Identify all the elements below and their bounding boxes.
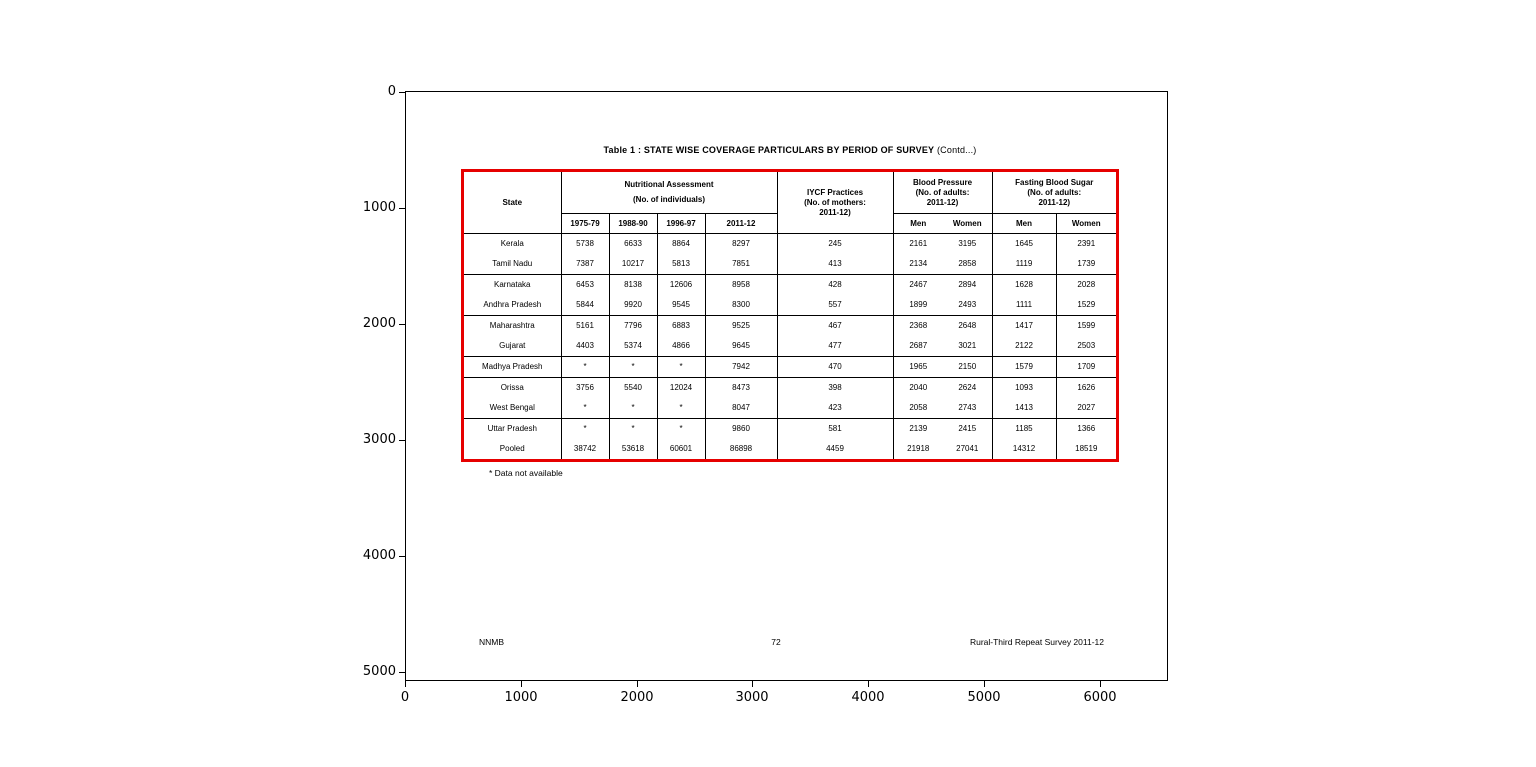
fbs-men-cell: 1417: [992, 316, 1056, 337]
bp-men-cell: 2687: [893, 336, 943, 357]
fbs-women-cell: 1709: [1056, 357, 1116, 378]
state-cell: Tamil Nadu: [492, 259, 533, 268]
x-axis-tick-mark: [637, 681, 638, 687]
bp-women-cell: 2858: [958, 259, 977, 268]
table-row: [464, 275, 1116, 296]
state-cell: Gujarat: [499, 341, 526, 350]
state-cell: Pooled: [499, 444, 525, 453]
table-row: [464, 336, 1116, 357]
na-1996-97-cell: *: [657, 398, 705, 419]
document-page: [406, 92, 1167, 680]
na-1988-90-cell: 5374: [609, 336, 657, 357]
iycf-cell: 413: [777, 254, 893, 275]
header-nutritional-assessment: [561, 172, 777, 214]
y-axis-tick-label: 2000: [362, 316, 396, 331]
table-row: [464, 439, 1116, 459]
header-year-1988-90: 1988-90: [609, 214, 657, 234]
table-title-main: Table 1 : STATE WISE COVERAGE PARTICULARS BY PERIOD OF SURVEY: [603, 145, 935, 155]
table-row: [464, 398, 1116, 419]
header-fasting-blood-sugar: [992, 172, 1116, 214]
table-row: [464, 316, 1116, 337]
bp-men-cell: 2058: [893, 398, 943, 419]
header-bp-line2: (No. of adults:: [915, 187, 970, 197]
na-1975-79-cell: *: [561, 398, 609, 419]
header-na-line2: (No. of individuals): [633, 195, 705, 204]
na-1975-79-cell: 4403: [561, 336, 609, 357]
na-1996-97-cell: *: [657, 419, 705, 440]
fbs-women-cell: 1599: [1056, 316, 1116, 337]
bp-women-cell: 2743: [958, 403, 977, 412]
table-body: [464, 234, 1116, 460]
table-row: [464, 295, 1116, 316]
fbs-men-cell: 2122: [992, 336, 1056, 357]
na-2011-12-cell: 8047: [705, 398, 777, 419]
fbs-men-cell: 1185: [992, 419, 1056, 440]
iycf-cell: 557: [777, 295, 893, 316]
fbs-men-cell: 1413: [992, 398, 1056, 419]
x-axis-tick-mark: [752, 681, 753, 687]
table-title-suffix: (Contd...): [934, 145, 977, 155]
bp-men-cell: 2368: [893, 316, 943, 337]
bp-men-cell: 1899: [893, 295, 943, 316]
axes-plot-area: [405, 91, 1168, 681]
fbs-women-cell: 1739: [1056, 254, 1116, 275]
y-axis-tick-mark: [399, 556, 405, 557]
header-blood-pressure: [893, 172, 992, 214]
coverage-table-frame: [461, 169, 1119, 462]
header-fbs-line3: 2011-12): [1038, 197, 1071, 207]
y-axis-tick-label: 3000: [362, 432, 396, 447]
na-1996-97-cell: *: [657, 357, 705, 378]
state-cell: Orissa: [464, 378, 561, 399]
na-1988-90-cell: 10217: [609, 254, 657, 275]
table-row: [464, 357, 1116, 378]
header-year-1996-97: 1996-97: [657, 214, 705, 234]
na-2011-12-cell: 7942: [705, 357, 777, 378]
na-2011-12-cell: 7851: [705, 254, 777, 275]
fbs-women-cell: 1529: [1056, 295, 1116, 316]
x-axis-tick-label: 2000: [620, 690, 654, 705]
na-1975-79-cell: 5161: [561, 316, 609, 337]
y-axis-tick-mark: [399, 92, 405, 93]
bp-women-cell: 2624: [943, 378, 992, 399]
na-1988-90-cell: 5540: [609, 378, 657, 399]
bp-men-cell: 2139: [893, 419, 943, 440]
coverage-table: [464, 172, 1116, 459]
na-2011-12-cell: 8300: [705, 295, 777, 316]
header-na-line1: Nutritional Assessment: [624, 180, 714, 189]
footer-survey-label: Rural-Third Repeat Survey 2011-12: [969, 637, 1104, 647]
x-axis-tick-mark: [405, 681, 406, 687]
table-title: [461, 145, 1119, 155]
na-1996-97-cell: 12024: [657, 378, 705, 399]
bp-women-cell: 3021: [958, 341, 977, 350]
footer-page-number: 72: [771, 637, 781, 647]
fbs-women-cell: 1366: [1056, 419, 1116, 440]
na-1996-97-cell: 12606: [657, 275, 705, 296]
y-axis-tick-label: 0: [387, 84, 396, 99]
na-1996-97-cell: 8864: [657, 234, 705, 255]
na-2011-12-cell: 86898: [705, 439, 777, 459]
y-axis-tick-mark: [399, 440, 405, 441]
na-1975-79-cell: *: [561, 419, 609, 440]
header-fbs-men: Men: [992, 214, 1056, 234]
na-2011-12-cell: 8473: [705, 378, 777, 399]
state-cell: Uttar Pradesh: [464, 419, 561, 440]
fbs-women-cell: 18519: [1056, 439, 1116, 459]
na-2011-12-cell: 9645: [705, 336, 777, 357]
header-iycf-practices: [777, 172, 893, 234]
header-fbs-line1: Fasting Blood Sugar: [1015, 177, 1094, 187]
na-1996-97-cell: 6883: [657, 316, 705, 337]
header-bp-men: Men: [893, 214, 943, 234]
fbs-women-cell: 2503: [1056, 336, 1116, 357]
iycf-cell: 423: [777, 398, 893, 419]
header-iycf-line1: IYCF Practices: [806, 187, 864, 197]
header-iycf-line3: 2011-12): [819, 207, 851, 217]
bp-women-cell: 3195: [943, 234, 992, 255]
bp-women-cell: 2493: [958, 300, 977, 309]
na-1988-90-cell: 7796: [609, 316, 657, 337]
state-cell: Kerala: [464, 234, 561, 255]
table-row: [464, 378, 1116, 399]
fbs-men-cell: 1093: [992, 378, 1056, 399]
bp-men-cell: 21918: [893, 439, 943, 459]
header-year-2011-12: 2011-12: [705, 214, 777, 234]
header-group-row: [464, 172, 1116, 214]
x-axis-tick-mark: [521, 681, 522, 687]
x-axis-tick-mark: [984, 681, 985, 687]
na-1988-90-cell: 8138: [609, 275, 657, 296]
y-axis-tick-label: 5000: [362, 664, 396, 679]
x-axis-tick-mark: [868, 681, 869, 687]
state-cell: Andhra Pradesh: [483, 300, 542, 309]
fbs-women-cell: 1626: [1056, 378, 1116, 399]
iycf-cell: 245: [777, 234, 893, 255]
na-1975-79-cell: 5738: [561, 234, 609, 255]
x-axis-tick-label: 0: [400, 690, 410, 705]
y-axis-tick-label: 4000: [362, 548, 396, 563]
na-2011-12-cell: 9860: [705, 419, 777, 440]
fbs-men-cell: 1628: [992, 275, 1056, 296]
y-axis-tick-mark: [399, 672, 405, 673]
bp-women-cell: 2150: [943, 357, 992, 378]
x-axis-tick-mark: [1100, 681, 1101, 687]
fbs-women-cell: 2027: [1056, 398, 1116, 419]
bp-men-cell: 2134: [893, 254, 943, 275]
na-1988-90-cell: 6633: [609, 234, 657, 255]
table-row: [464, 419, 1116, 440]
fbs-men-cell: 14312: [992, 439, 1056, 459]
bp-men-cell: 1965: [893, 357, 943, 378]
x-axis-tick-label: 6000: [1083, 690, 1117, 705]
x-axis-tick-label: 1000: [504, 690, 538, 705]
na-1975-79-cell: 3756: [561, 378, 609, 399]
na-1988-90-cell: 9920: [609, 295, 657, 316]
footer-org-label: NNMB: [479, 637, 505, 647]
bp-women-cell: 27041: [956, 444, 979, 453]
na-1988-90-cell: *: [609, 357, 657, 378]
header-fbs-line2: (No. of adults:: [1027, 187, 1082, 197]
na-1975-79-cell: 5844: [561, 295, 609, 316]
fbs-men-cell: 1579: [992, 357, 1056, 378]
na-1975-79-cell: 6453: [561, 275, 609, 296]
table-row: [464, 234, 1116, 255]
na-1975-79-cell: 7387: [561, 254, 609, 275]
na-1975-79-cell: *: [561, 357, 609, 378]
header-bp-line1: Blood Pressure: [912, 177, 973, 187]
iycf-cell: 467: [777, 316, 893, 337]
y-axis-tick-label: 1000: [362, 200, 396, 215]
bp-men-cell: 2040: [893, 378, 943, 399]
state-cell: Karnataka: [464, 275, 561, 296]
bp-women-cell: 2648: [943, 316, 992, 337]
bp-women-cell: 2894: [943, 275, 992, 296]
table-row: [464, 254, 1116, 275]
fbs-men-cell: 1645: [992, 234, 1056, 255]
state-cell: West Bengal: [489, 403, 535, 412]
y-axis-tick-mark: [399, 208, 405, 209]
footnote: * Data not available: [489, 468, 563, 478]
header-iycf-line2: (No. of mothers:: [804, 197, 866, 207]
bp-women-cell: 2415: [943, 419, 992, 440]
na-1996-97-cell: 4866: [657, 336, 705, 357]
fbs-men-cell: 1111: [992, 295, 1056, 316]
header-bp-line3: 2011-12): [926, 197, 959, 207]
na-2011-12-cell: 8958: [705, 275, 777, 296]
bp-men-cell: 2161: [893, 234, 943, 255]
x-axis-tick-label: 3000: [735, 690, 769, 705]
header-bp-women: Women: [943, 214, 992, 234]
na-2011-12-cell: 9525: [705, 316, 777, 337]
x-axis-tick-label: 5000: [967, 690, 1001, 705]
header-fbs-women: Women: [1056, 214, 1116, 234]
iycf-cell: 477: [777, 336, 893, 357]
header-year-1975-79: 1975-79: [561, 214, 609, 234]
na-1988-90-cell: *: [609, 419, 657, 440]
na-2011-12-cell: 8297: [705, 234, 777, 255]
bp-men-cell: 2467: [893, 275, 943, 296]
na-1988-90-cell: *: [609, 398, 657, 419]
na-1988-90-cell: 53618: [609, 439, 657, 459]
y-axis-tick-mark: [399, 324, 405, 325]
iycf-cell: 398: [777, 378, 893, 399]
fbs-men-cell: 1119: [992, 254, 1056, 275]
iycf-cell: 581: [777, 419, 893, 440]
header-state: State: [502, 197, 523, 207]
fbs-women-cell: 2391: [1056, 234, 1116, 255]
na-1996-97-cell: 60601: [657, 439, 705, 459]
iycf-cell: 428: [777, 275, 893, 296]
fbs-women-cell: 2028: [1056, 275, 1116, 296]
state-cell: Maharashtra: [464, 316, 561, 337]
state-cell: Madhya Pradesh: [464, 357, 561, 378]
iycf-cell: 4459: [777, 439, 893, 459]
na-1996-97-cell: 5813: [657, 254, 705, 275]
na-1975-79-cell: 38742: [561, 439, 609, 459]
na-1996-97-cell: 9545: [657, 295, 705, 316]
iycf-cell: 470: [777, 357, 893, 378]
x-axis-tick-label: 4000: [851, 690, 885, 705]
